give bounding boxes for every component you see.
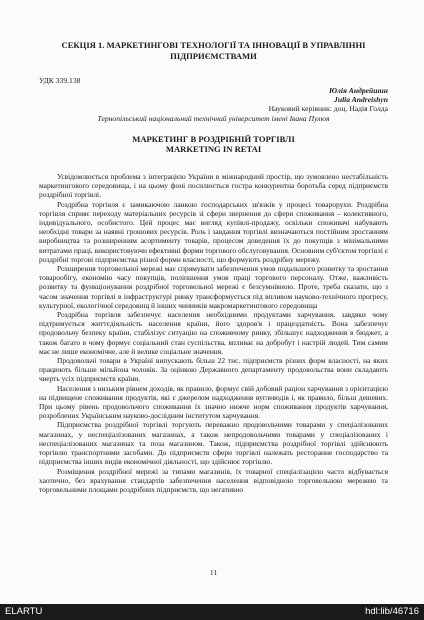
paragraph: Розміщення роздрібної мережі за типами магазинів, їх товарної спеціалізацією часто відбувається хаотично, без врахування стандартів забезпечення населення відповідною торговельною мережею та торговельними площами роздрібних підприємств, що негативно [39, 466, 388, 494]
page-number: 11 [209, 568, 218, 577]
page-content [39, 40, 388, 577]
paragraph: Роздрібна торгівля є замикаючою ланкою господарських зв'язків у процесі товарорухи. Роздрібна торгівля сприяє переходу матеріальних ресурсів зі сфери звернення до сфери споживання – колективного, індивідуального, особистого. Цей процес має вигляд купівлі-продажу, оскільки споживачі набувають необхідні товари за наявні грошових ресурсів. Роль і завдання торгівлі визначаються постійним зростанням виробництва та розширенням асортименту товарів, процесом доведення їх до покупців з мінімальними витратами праці, використовуючи ефективні форми торгового обслуговування. Основним суб'єктом торгівлі є роздрібні торгові підприємства різної форми власності, що формують роздрібну мережу. [39, 199, 388, 264]
repository-name: ELARTU [5, 606, 43, 617]
article-title [39, 134, 388, 154]
university: Тернопільський національний технічний університет імені Івана Пулюя [97, 114, 330, 123]
author-name-en: Julia Andreishyn [334, 95, 388, 104]
author-block [39, 86, 388, 104]
repository-footer [0, 604, 424, 620]
paragraph: Продовольчі товари в Україні випускають більш 22 тис. підприємств різних форм власності, на яких працюють більше мільйона чоловік. За оцінкою Державного департаменту продовольства вони складають чверть усіх підприємств країни. [39, 356, 388, 384]
author-name-ua: Юлія Андрейшин [328, 86, 388, 95]
article-title-en: MARKETING IN RETAI [165, 144, 262, 154]
paragraph: Роздрібна торгівля забезпечує населення необхідними продуктами харчування, завдяки чому підтримується життєдіяльність населення країни, його здоров'я і працездатність. Вона забезпечує продовольчу безпеку країни, стабілізує ситуацію на споживчому ринку, збільшує надходження в бюджет, а також багато в чому формує соціальний стан суспільства, впливає на добробут і настрій людей. Тим самим має не лише економічне, але й велике соціальне значення. [39, 310, 388, 356]
article-body [39, 172, 388, 494]
section-title: СЕКЦІЯ 1. МАРКЕТИНГОВІ ТЕХНОЛОГІЇ ТА ІННОВАЦІЇ В УПРАВЛІННІ ПІДПРИЄМСТВАМИ [61, 40, 366, 61]
udk-code: УДК 339.138 [39, 76, 81, 85]
paragraph: Розширення торговельної мережі має спрямувати забезпечення умов подальшого розвитку та зростання товарообігу, економію часу покупців, поліпшення умов праці торгового персоналу. Отже, важливість розвитку та функціонування роздрібної торговельної мережі є безсумнівною. Проте, треба сказати, що з часом значення торгівлі в інфраструктурі ринку трансформується під впливом науково-технічного прогресу, культурної, екологічної середовищ й інших чинників макромаркетингового середовища [39, 264, 388, 310]
supervisor: Науковий керівник: доц. Надія Голда [268, 104, 388, 113]
handle-link[interactable]: hdl:lib/46716 [365, 606, 419, 617]
paragraph: Усвідомлюється проблема з інтеграцією України в міжнародний простір, що зумовлено нестабільність маркетингового середовища, і на цьому фоні посилюється гостра конкурентна боротьба серед підприємств роздрібної торгівлі. [39, 172, 388, 200]
paragraph: Населення з низьким рівнем доходів, як правило, формує свій добовий раціон харчування з орієнтацією на підвищене споживання продуктів, які є джерелом надходження вуглеводів і, як правило, більш дешевих. При цьому рівень продовольчого споживання їх значно нижче норм споживання продуктів харчування, розроблених Українським науково-дослідним інститутом харчування. [39, 383, 388, 421]
paragraph: Підприємства роздрібної торгівлі торгують переважно продовольчими товарами у спеціалізованих магазинах, у неспеціалізованих магазинах, а також непродовольчими товарами у спеціалізованих і неспеціалізованих магазинах та поза магазином. Також, підприємства роздрібної торгівлі здійснюють торгівлю транспортними засобами. До підприємств сфери торгівлі належать ресторанне господарство та підприємства інших видів економічної діяльності, що здійснює торгівлю. [39, 420, 388, 467]
article-title-ua: МАРКЕТИНГ В РОЗДРІБНІЙ ТОРГІВЛІ [132, 134, 295, 144]
